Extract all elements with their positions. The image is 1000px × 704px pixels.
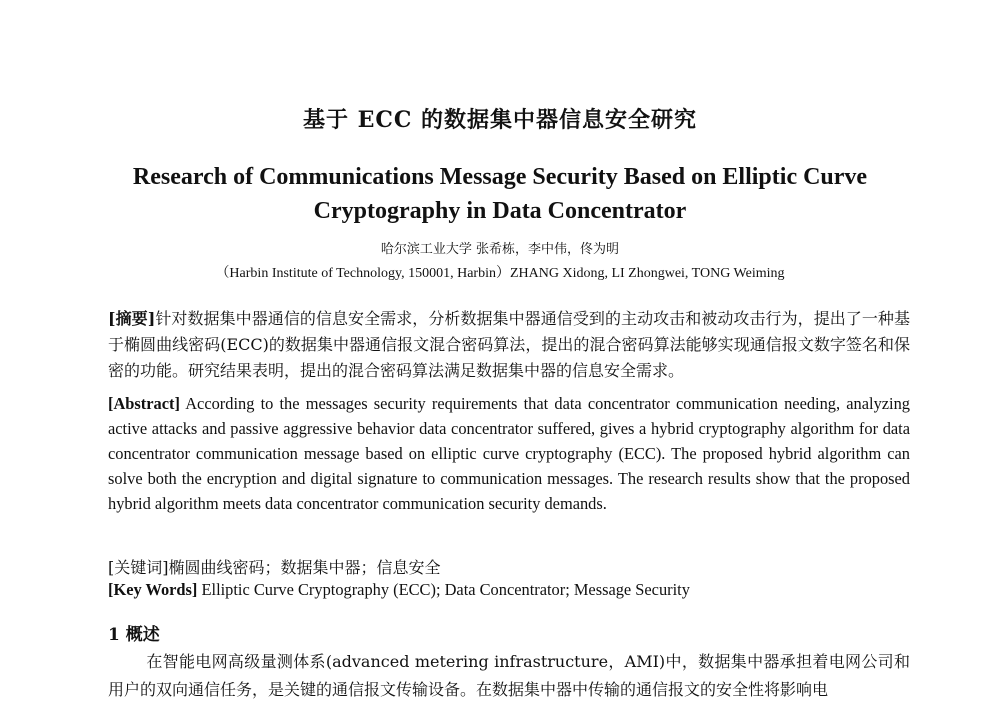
abstract-english xyxy=(108,391,910,516)
title-chinese: 基于 ECC 的数据集中器信息安全研究 xyxy=(302,107,698,133)
abstract-english-label: [Abstract] xyxy=(108,394,180,413)
abstract-english-text: According to the messages security requirements that data concentrator communication needing, analyzing active attacks and passive aggressive behavior data concentrator suffered, gives a hybrid cryptography algorithm for data concentrator communication message based on elliptic curve cryptography (ECC). The proposed hybrid algorithm can solve both the encryption and digital signature to communication messages. The research results show that the proposed hybrid algorithm meets data concentrator communication security demands. xyxy=(108,394,910,513)
section-1-body xyxy=(108,648,910,704)
abstract-chinese-label: [摘要] xyxy=(108,309,156,328)
keywords-chinese-label: [关键词] xyxy=(108,558,169,577)
keywords-chinese xyxy=(108,555,441,578)
keywords-english-label: [Key Words] xyxy=(108,580,198,599)
authors-chinese: 哈尔滨工业大学 张希栋，李中伟，佟为明 xyxy=(380,242,620,257)
section-1-heading: 1 概述 xyxy=(108,625,160,645)
keywords-english xyxy=(108,580,690,600)
title-english-line-1: Research of Communications Message Security Based on Elliptic Curve xyxy=(132,164,868,190)
abstract-chinese-text: 针对数据集中器通信的信息安全需求，分析数据集中器通信受到的主动攻击和被动攻击行为，提出了一种基于椭圆曲线密码(ECC)的数据集中器通信报文混合密码算法，提出的混合密码算法能够实现通信报文数字签名和保密的功能。研究结果表明，提出的混合密码算法满足数据集中器的信息安全需求。 xyxy=(108,309,910,380)
title-english xyxy=(100,160,900,228)
abstract-chinese xyxy=(108,306,910,384)
title-english-line-2: Cryptography in Data Concentrator xyxy=(313,198,687,224)
keywords-chinese-text: 椭圆曲线密码；数据集中器；信息安全 xyxy=(168,558,441,577)
keywords-english-text: Elliptic Curve Cryptography (ECC); Data Concentrator; Message Security xyxy=(201,580,690,599)
section-1-text: 在智能电网高级量测体系(advanced metering infrastructure，AMI)中，数据集中器承担着电网公司和用户的双向通信任务，是关键的通信报文传输设备。在数据集中器中传输的通信报文的安全性将影响电 xyxy=(108,652,910,699)
authors-english: （Harbin Institute of Technology, 150001, Harbin）ZHANG Xidong, LI Zhongwei, TONG Weiming xyxy=(215,266,785,281)
